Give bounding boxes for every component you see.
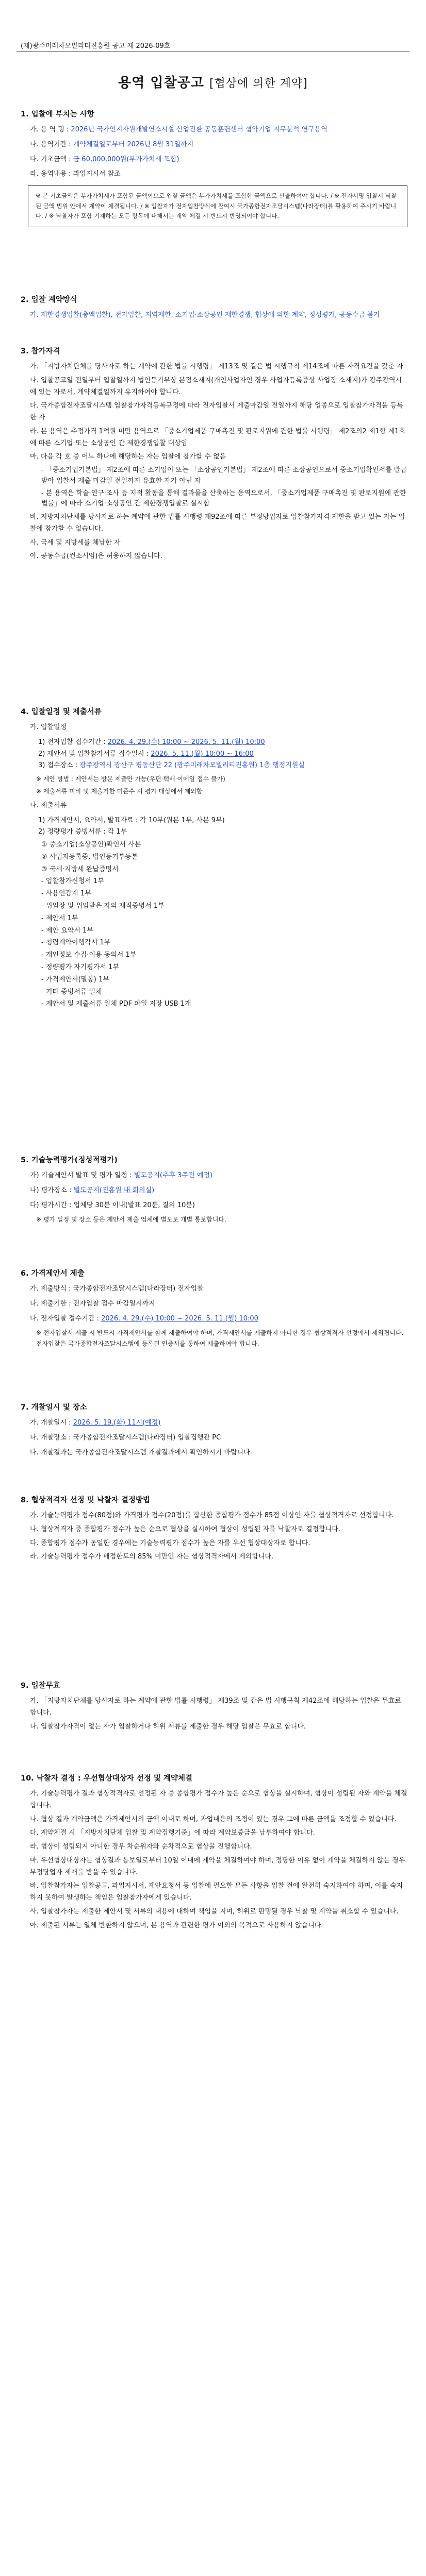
section-invalid-bid — [21, 1680, 407, 1735]
section-price-proposal — [21, 1267, 407, 1351]
document-subitem: - 제안서 및 제출서류 일체 PDF 파일 저장 USB 1개 — [41, 1000, 191, 1008]
section-title: 6. 가격제안서 제출 — [21, 1269, 85, 1278]
schedule-bid-period: 1) 전자입찰 접수기간 : 2026. 4. 29.(수) 10:00 ~ 2026. 5. 11.(월) 10:00 — [38, 738, 265, 746]
section-award — [21, 1772, 407, 1934]
page-title — [0, 72, 426, 91]
qualification-subitem: - 「중소기업기본법」 제2조에 따른 소기업이 또는 「소상공인기본법」 제2조에 따른 소상공인으로서 중소기업확인서를 발급받아 입찰서 제출 마감일 전일까지 유효한 자가 아닌 자 — [41, 466, 407, 485]
evaluation-schedule: 가) 기술제안서 발표 및 평가 일정 : 별도공지(추후 3주전 예정) — [30, 1172, 212, 1179]
price-method: 가. 제출방식 : 국가종합전자조달시스템(나라장터) 전자입찰 — [30, 1285, 204, 1293]
service-period: 나. 용역기간 : 계약체결일로부터 2026년 8월 31일까지 — [30, 140, 194, 148]
document-item: 1) 가격제안서, 요약서, 발표자료 : 각 10부(원본 1부, 사본 9부) — [38, 816, 225, 824]
service-name: 가. 용 역 명 : 2026년 국가인지자원개발연소시설 산업전환 공동훈련센터 협약기업 지무분석 연구용역 — [30, 126, 327, 133]
award-item: 바. 입찰참가자는 입찰공고, 과업지시서, 제안요청서 등 입찰에 필요한 모든 사항을 입찰 전에 완전히 숙지하여야 하며, 이를 숙지하지 못하여 발생하는 책임은 입찰참가자에게 있습니다. — [30, 1882, 403, 1902]
price-deadline: 나. 제출기한 : 전자입찰 접수 마감일시까지 — [30, 1299, 155, 1308]
schedule-note: ※ 제출서류 미비 및 제출기한 미준수 시 평가 대상에서 제외함 — [36, 788, 203, 795]
price-period: 다. 전자입찰 접수기간 : 2026. 4. 29.(수) 10:00 ~ 2026. 5. 11.(월) 10:00 — [30, 1314, 258, 1323]
opening-location: 나. 개찰장소 : 국가종합전자조달시스템(나라장터) 입찰집행관 PC — [30, 1433, 221, 1442]
title-sub: [협상에 의한 계약] — [209, 77, 308, 90]
base-amount: 다. 기초금액 : 금 60,000,000원(부가가치세 포함) — [30, 155, 179, 163]
section-technical-evaluation — [21, 1154, 407, 1227]
qualification-item: 바. 지방자치단체를 당사자로 하는 계약에 관한 법률 시행령 제92조에 따른 부정당업자로 입찰참가자격 제한을 받고 있는 자는 입찰에 참가할 수 없습니다. — [30, 513, 405, 533]
opening-datetime: 가. 개찰일시 : 2026. 5. 19.(화) 11시(예정) — [30, 1419, 161, 1427]
section-qualification — [21, 345, 407, 565]
document-subitem: - 개인정보 수집·이용 동의서 1부 — [41, 951, 137, 959]
subsection-title: 나. 제출서류 — [30, 801, 67, 809]
evaluation-note: ※ 평가 일정 및 장소 등은 제안서 제출 업체에 별도로 개별 통보합니다. — [36, 1216, 226, 1224]
qualification-item: 사. 국세 및 지방세를 체납한 자 — [30, 538, 121, 547]
invalid-item: 가. 「지방자치단체를 당사자로 하는 계약에 관한 법률 시행령」 제39조 및 같은 법 시행규칙 제42조에 해당하는 입찰은 무효로 합니다. — [30, 1697, 401, 1717]
evaluation-location: 나) 평가장소 : 별도공지(진흥원 내 회의실) — [30, 1186, 155, 1194]
document-subitem: - 위임장 및 위임받은 자의 재직증명서 1부 — [41, 902, 165, 910]
award-item: 아. 제출된 서류는 일체 반환하지 않으며, 본 용역과 관련한 평가 이외의 목적으로 사용하지 않습니다. — [30, 1921, 323, 1929]
schedule-location: 3) 접수장소 : 광주광역시 광산구 평동산단 22 (광주미래차모빌리티진흥원) 1층 행정지원실 — [38, 761, 305, 770]
service-content: 라. 용역내용 : 과업지시서 참조 — [30, 170, 121, 178]
contract-method-value: 가. 제한경쟁입찰(총액입찰), 전자입찰, 지역제한, 소기업·소상공인 제한경쟁, 협상에 의한 계약, 정성평가, 공동수급 불가 — [30, 311, 380, 319]
service-name-value: 2026년 국가인지자원개발연소시설 산업전환 공동훈련센터 협약기업 지무분석 연구용역 — [71, 126, 327, 133]
section-selection — [21, 1494, 407, 1565]
document-subitem: - 제안서 1부 — [41, 914, 78, 922]
award-item: 사. 입찰참가자는 제출한 제안서 및 서류의 내용에 대하여 책임을 지며, 허위로 판명될 경우 낙찰 및 계약을 취소할 수 있습니다. — [30, 1907, 399, 1916]
section-title: 5. 기술능력평가(정성적평가) — [21, 1156, 118, 1164]
award-item: 라. 협상이 성립되지 아니한 경우 차순위자와 순차적으로 협상을 진행합니다. — [30, 1843, 252, 1851]
document-subitem: - 정량평가 자기평가서 1부 — [41, 963, 119, 971]
notice-number: (재)광주미래차모빌리티진흥원 공고 제 2026-09호 — [21, 42, 171, 50]
section-title: 1. 입찰에 부치는 사항 — [21, 110, 94, 118]
document-subitem: - 가격제안서(밀봉) 1부 — [41, 975, 109, 984]
award-item: 다. 계약체결 시 「지방자치단체 입찰 및 계약집행기준」에 따라 계약보증금을 납부하여야 합니다. — [30, 1829, 315, 1837]
award-item: 가. 기술능력평가 결과 협상적격자로 선정된 자 중 종합평가 점수가 높은 순으로 협상을 실시하며, 협상이 성립된 자와 계약을 체결합니다. — [30, 1790, 407, 1809]
selection-item: 가. 기술능력평가 점수(80점)와 가격평가 점수(20점)를 합산한 종합평가 점수가 85점 이상인 자를 협상적격자로 선정합니다. — [30, 1512, 394, 1519]
document-subitem: ② 사업자등록증, 법인등기부등본 — [41, 853, 138, 861]
qualification-item: 가. 「지방자치단체를 당사자로 하는 계약에 관한 법률 시행령」 제13조 및 같은 법 시행규칙 제14조에 따른 자격요건을 갖춘 자 — [30, 363, 403, 370]
section-title: 8. 협상적격자 선정 및 낙찰자 결정방법 — [21, 1496, 150, 1504]
price-note: ※ 전자입찰서 제출 시 반드시 가격제안서를 함께 제출하여야 하며, 가격제안서를 제출하지 아니한 경우 협상적격자 선정에서 제외됩니다. 전자입찰은 국가종합전자조달시스템에 등록된 인증서를 통하여 제출하여야 합니다. — [36, 1329, 404, 1347]
selection-item: 라. 기술능력평가 점수가 배점한도의 85% 미만인 자는 협상적격자에서 제외합니다. — [30, 1553, 274, 1561]
document-subitem: - 사용인감계 1부 — [41, 890, 91, 898]
document-subitem: ③ 국세·지방세 완납증명서 — [41, 865, 119, 873]
section-schedule-documents — [21, 706, 407, 1011]
opening-result: 다. 개찰결과는 국가종합전자조달시스템 개찰결과에서 확인하시기 바랍니다. — [30, 1448, 252, 1456]
qualification-item: 다. 국가종합전자조달시스템 입찰참가자격등록규정에 따라 전자입찰서 제출마감일 전일까지 해당 업종으로 입찰참가자격을 등록한 자 — [30, 402, 403, 421]
section-title: 10. 낙찰자 결정 : 우선협상대상자 선정 및 계약체결 — [21, 1774, 192, 1783]
selection-item: 다. 종합평가 점수가 동일한 경우에는 기술능력평가 점수가 높은 자를 우선 협상대상자로 합니다. — [30, 1539, 310, 1547]
notice-box: ※ 본 기초금액은 부가가치세가 포함된 금액이므로 입찰 금액은 부가가치세를 포함한 금액으로 산출하여야 합니다. / ※ 전자서명 입찰시 낙찰된 금액 범위 안에서 계약이 체결됩니다. / ※ 입찰자가 전자입찰방식에 참여시 국가종합전자조달시스템(나라장터)를 활용하여 주시기 바랍니다. / ※ 낙찰자가 포함 기재하는 모든 항목에 대해서는 계약 체결 시 반드시 반영되어야 합니다. — [28, 185, 407, 227]
qualification-subitem: - 본 용역은 학술·연구·조사 등 지적 활동을 통해 결과물을 산출하는 용역으로서, 「중소기업제품 구매촉진 및 판로지원에 관한 법률」에 따라 소기업·소상공인 간 제한경쟁입찰로 실시함 — [41, 489, 406, 508]
award-item: 나. 협상 결과 계약금액은 가격제안서의 금액 이내로 하며, 과업내용의 조정이 있는 경우 그에 따른 금액을 조정할 수 있습니다. — [30, 1815, 397, 1823]
section-title: 2. 입찰 계약방식 — [21, 296, 77, 304]
selection-item: 나. 협상적격자 중 종합평가 점수가 높은 순으로 협상을 실시하여 협상이 성립된 자를 낙찰자로 결정합니다. — [30, 1525, 340, 1533]
section-title: 9. 입찰무효 — [21, 1682, 60, 1690]
section-contract-method — [21, 294, 407, 325]
qualification-item: 마. 다음 각 호 중 어느 하나에 해당하는 자는 입찰에 참가할 수 없음 — [30, 453, 226, 461]
subsection-title: 가. 입찰일정 — [30, 723, 67, 731]
evaluation-time: 다) 평가시간 : 업체당 30분 이내(발표 20분, 질의 10분) — [30, 1201, 195, 1209]
section-title: 3. 참가자격 — [21, 347, 60, 355]
section-title: 7. 개찰일시 및 장소 — [21, 1403, 87, 1412]
title-main: 용역 입찰공고 — [118, 75, 204, 91]
section-title: 4. 입찰일정 및 제출서류 — [21, 708, 102, 716]
document-subitem: - 청렴계약이행각서 1부 — [41, 939, 111, 947]
qualification-item: 아. 공동수급(컨소시엄)은 허용하지 않습니다. — [30, 552, 162, 561]
schedule-proposal-period: 2) 제안서 및 입찰참가서류 접수일시 : 2026. 5. 11.(월) 10:00 ~ 16:00 — [38, 750, 254, 758]
document-item: 2) 정량평가 증빙서류 : 각 1부 — [38, 828, 127, 836]
schedule-note: ※ 제안 방법 : 제안서는 방문 제출만 가능(우편·택배·이메일 접수 불가) — [36, 775, 225, 783]
section-bid-items — [21, 108, 407, 232]
document-subitem: ① 중소기업(소상공인)확인서 사본 — [41, 841, 141, 849]
award-item: 마. 우선협상대상자는 협상결과 통보일로부터 10일 이내에 계약을 체결하여야 하며, 정당한 이유 없이 계약을 체결하지 않는 경우 부정당업자 제재를 받을 수 있습니다. — [30, 1856, 405, 1876]
qualification-item: 라. 본 용역은 추정가격 1억원 미만 용역으로 「중소기업제품 구매촉진 및 판로지원에 관한 법률 시행령」 제2조의2 제1항 제1호에 따른 소기업 또는 소상공인 간 제한경쟁입찰 대상임 — [30, 427, 405, 447]
document-subitem: - 제안 요약서 1부 — [41, 926, 93, 935]
qualification-item: 나. 입찰공고일 전일부터 입찰일까지 법인등기부상 본점소재지(개인사업자인 경우 사업자등록증상 사업장 소재지)가 광주광역시에 있는 자로서, 계약체결일까지 유지하여야 합니다. — [30, 376, 402, 396]
document-subitem: - 기타 증빙서류 일체 — [41, 988, 102, 996]
section-opening — [21, 1401, 407, 1462]
document-subitem: - 입찰참가신청서 1부 — [41, 877, 104, 886]
invalid-item: 나. 입찰참가자격이 없는 자가 입찰하거나 허위 서류를 제출한 경우 해당 입찰은 무효로 합니다. — [30, 1722, 306, 1731]
